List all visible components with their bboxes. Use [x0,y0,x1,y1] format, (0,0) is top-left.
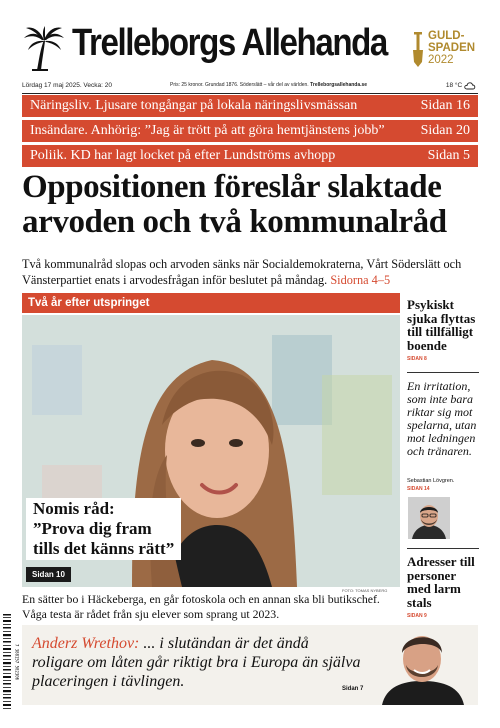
sidebar-headline: Psykiskt sjuka flyttas till tillfälligt boende [407,297,476,353]
sidebar-item-adresser[interactable] [407,555,479,619]
sidebar-page: SIDAN 8 [407,356,427,362]
feature-title-line-1: Nomis råd: [30,499,118,518]
award-line-2: SPADEN [428,42,476,54]
bottom-quote[interactable] [32,634,362,691]
photo-credit: FOTO: TOMAS NYBERG [342,588,388,593]
avatar [408,497,450,539]
website-link[interactable]: Trelleborgsallehanda.se [310,82,368,88]
award-year: 2022 [428,54,454,66]
teaser-text: Insändare. Anhörig: ”Jag är trött på att göra hemtjänstens jobb” [30,123,385,138]
sidebar-page: SIDAN 9 [407,613,427,619]
issue-info [170,82,367,88]
award-line-1: GULD- [428,30,465,42]
sidebar-item-psykiskt[interactable] [407,298,479,362]
cloud-icon [464,81,476,90]
teaser-page: Sidan 5 [427,148,470,163]
award-label [428,30,475,66]
lead-text: Två kommunalråd slopas och arvoden sänks när Socialdemokraterna, Vårt Söderslätt och Vänsterpartiet enats i arvodesfrågan inför beslutet på måndag. [22,257,462,287]
teaser-text: Näringsliv. Ljusare tongångar på lokala näringslivsmässan [30,98,358,113]
info-line [22,80,478,94]
quote-text: ... i slutändan är det ändå roligare om låten går riktigt bra i Europa än själva placeringen i tävlingen. [32,635,361,690]
teaser-bar-naringsliv[interactable] [22,95,478,117]
feature-page-badge[interactable]: Sidan 10 [26,567,71,582]
gold-spade-award-icon [411,32,425,68]
lead-page-ref[interactable]: Sidorna 4–5 [330,273,391,287]
teaser-text: Poliik. KD har lagt locket på efter Lundströms avhopp [30,148,336,163]
teaser-page: Sidan 16 [420,98,470,113]
feature-title-line-2: ”Prova dig fram [30,519,155,538]
teaser-page: Sidan 20 [420,123,470,138]
feature-kicker: Två år efter utspringet [22,293,400,313]
teaser-bar-insandare[interactable] [22,120,478,142]
barcode-icon [3,612,20,712]
issue-date: Lördag 17 maj 2025. Vecka: 20 [22,82,112,89]
masthead [0,0,500,80]
lead-paragraph [22,256,478,288]
sidebar-quote-page: SIDAN 14 [407,486,430,492]
sidebar-quote[interactable]: En irritation, som inte bara riktar sig mot spelarna, utan mot ledningen och tränaren. [407,379,477,458]
sidebar-quote-author: Sebastian Lövgren. [407,478,455,484]
sidebar-headline: Adresser till personer med larm stals [407,554,475,610]
issue-price-founded: Pris: 25 kronor. Grundad 1876. Söderslätt – vår del av världen. [170,82,309,88]
main-headline[interactable]: Oppositionen föreslår slaktade arvoden och två kommunalråd [22,169,447,240]
divider [407,372,479,373]
bottom-quote-page[interactable]: Sidan 7 [342,686,364,692]
weather [446,81,476,90]
teaser-bar-politik[interactable] [22,145,478,167]
quote-speaker: Anderz Wrethov: [32,635,140,652]
temperature: 18 °C [445,82,463,90]
speaker-photo [364,625,478,705]
newspaper-title: Trelleborgs Allehanda [72,22,387,64]
feature-title-line-3: tills det känns rätt” [30,539,177,558]
divider [407,548,479,549]
palm-tree-logo-icon [22,26,66,72]
feature-title[interactable] [26,498,181,560]
barcode-number: 7 388157 502306 [14,643,20,681]
feature-caption: En sätter bo i Häckeberga, en går fotoskola och en annan ska bli butikschef. Våga testa är rådet från sju elever som sprang ut 2023. [22,592,380,621]
